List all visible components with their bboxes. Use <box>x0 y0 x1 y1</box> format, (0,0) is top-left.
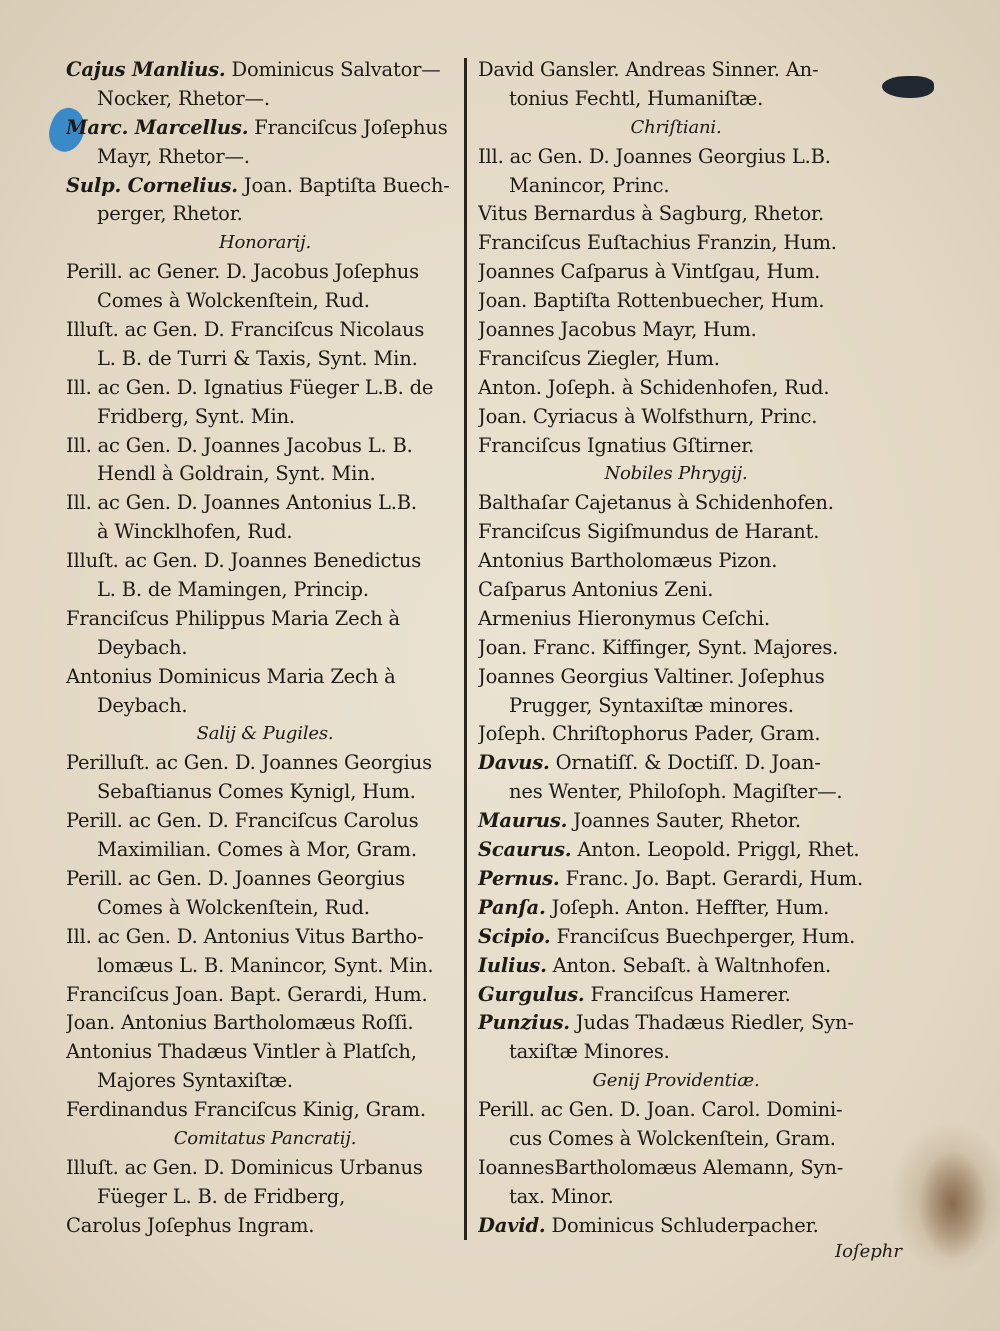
list-line <box>478 374 874 403</box>
line-text: Sebaſtianus Comes Kynigl, Hum. <box>97 780 416 804</box>
list-line <box>478 634 874 663</box>
line-text: Ill. ac Gen. D. Joannes Antonius L.B. <box>66 491 417 515</box>
list-line <box>478 229 874 258</box>
line-text: Balthaſar Cajetanus à Schidenhofen. <box>478 491 834 515</box>
line-text: Joannes Jacobus Mayr, Hum. <box>478 318 757 342</box>
line-text: Honorarij. <box>219 232 311 254</box>
list-line <box>478 1125 874 1154</box>
line-text: lomæus L. B. Manincor, Synt. Min. <box>97 953 434 977</box>
water-stain <box>918 1150 988 1260</box>
line-text: Joan. Franc. Kiffinger, Synt. Majores. <box>478 635 839 659</box>
section-heading <box>66 1125 464 1154</box>
list-line <box>66 316 464 345</box>
list-line <box>478 1038 874 1067</box>
line-text: Perill. ac Gener. D. Jacobus Joſephus <box>66 260 419 284</box>
list-line <box>66 432 464 461</box>
list-line <box>478 172 874 201</box>
list-line <box>478 749 874 778</box>
line-text: Deybach. <box>97 693 188 717</box>
list-line <box>66 952 464 981</box>
list-line <box>66 114 464 143</box>
role-name: Cajus Manlius. <box>66 58 226 81</box>
list-line <box>66 576 464 605</box>
list-line <box>66 345 464 374</box>
line-text: L. B. de Mamingen, Princip. <box>97 578 369 602</box>
list-line <box>66 258 464 287</box>
line-text: Dominicus Schluderpacher. <box>545 1213 819 1237</box>
line-text: Franciſcus Euſtachius Franzin, Hum. <box>478 231 837 255</box>
line-text: Illuſt. ac Gen. D. Dominicus Urbanus <box>66 1155 423 1179</box>
role-name: Iulius. <box>478 953 547 977</box>
line-text: Comes à Wolckenſtein, Rud. <box>97 895 370 919</box>
ink-blot <box>882 76 934 98</box>
line-text: Illuſt. ac Gen. D. Joannes Benedictus <box>66 549 421 573</box>
line-text: Perill. ac Gen. D. Joan. Carol. Domini- <box>478 1098 843 1122</box>
list-line <box>478 1183 874 1212</box>
line-text: IoannesBartholomæus Alemann, Syn- <box>478 1155 844 1179</box>
line-text: Prugger, Syntaxiſtæ minores. <box>509 693 794 717</box>
role-name: Maurus. <box>478 809 568 833</box>
list-line <box>66 836 464 865</box>
line-text: Hendl à Goldrain, Synt. Min. <box>97 462 376 486</box>
line-text: Franciſcus Philippus Maria Zech à <box>66 606 400 630</box>
list-line <box>66 143 464 172</box>
line-text: nes Wenter, Philoſoph. Magiſter—. <box>509 780 843 804</box>
list-line <box>66 692 464 721</box>
section-heading <box>478 114 874 143</box>
column-divider <box>464 58 467 1240</box>
list-line <box>66 605 464 634</box>
line-text: Carolus Joſephus Ingram. <box>66 1213 315 1237</box>
line-text: tonius Fechtl, Humaniſtæ. <box>509 86 764 110</box>
line-text: Franciſcus Joan. Bapt. Gerardi, Hum. <box>66 982 428 1006</box>
list-line <box>478 692 874 721</box>
line-text: Joan. Antonius Bartholomæus Roſſi. <box>66 1011 414 1035</box>
line-text: Perill. ac Gen. D. Franciſcus Carolus <box>66 809 419 833</box>
list-line <box>66 663 464 692</box>
line-text: cus Comes à Wolckenſtein, Gram. <box>509 1126 836 1150</box>
line-text: Joſeph. Anton. Heffter, Hum. <box>545 895 830 919</box>
section-heading <box>66 229 464 258</box>
line-text: Maximilian. Comes à Mor, Gram. <box>97 838 417 862</box>
list-line <box>478 605 874 634</box>
line-text: Ill. ac Gen. D. Joannes Jacobus L. B. <box>66 433 413 457</box>
role-name: David. <box>478 1213 546 1237</box>
line-text: Ill. ac Gen. D. Joannes Georgius L.B. <box>478 144 831 168</box>
list-line <box>478 778 874 807</box>
list-line <box>478 1009 874 1038</box>
line-text: Ornatiſſ. & Doctiſſ. D. Joan- <box>549 751 821 775</box>
list-line <box>478 1154 874 1183</box>
line-text: Nobiles Phrygij. <box>604 463 748 485</box>
line-text: Anton. Sebaſt. à Waltnhofen. <box>546 953 831 977</box>
line-text: Franciſcus Ignatius Gſtirner. <box>478 433 755 457</box>
line-text: Ill. ac Gen. D. Antonius Vitus Bartho- <box>66 924 424 948</box>
line-text: Genij Providentiæ. <box>592 1070 760 1092</box>
section-heading <box>66 720 464 749</box>
list-line <box>478 143 874 172</box>
line-text: Ill. ac Gen. D. Ignatius Füeger L.B. de <box>66 375 434 399</box>
right-column <box>478 56 874 1241</box>
line-text: Perilluſt. ac Gen. D. Joannes Georgius <box>66 751 432 775</box>
list-line <box>66 403 464 432</box>
line-text: Mayr, Rhetor—. <box>97 144 250 168</box>
list-line <box>478 403 874 432</box>
list-line <box>66 1183 464 1212</box>
line-text: Joannes Caſparus à Vintſgau, Hum. <box>478 260 821 284</box>
list-line <box>66 923 464 952</box>
line-text: Ferdinandus Franciſcus Kinig, Gram. <box>66 1098 426 1122</box>
section-heading <box>478 460 874 489</box>
role-name: Scipio. <box>478 924 551 948</box>
line-text: Caſparus Antonius Zeni. <box>478 578 714 602</box>
line-text: Manincor, Princ. <box>509 173 670 197</box>
line-text: Anton. Joſeph. à Schidenhofen, Rud. <box>478 375 830 399</box>
list-line <box>66 56 464 85</box>
list-line <box>478 1096 874 1125</box>
line-text: perger, Rhetor. <box>97 202 243 226</box>
role-name: Davus. <box>478 751 550 775</box>
list-line <box>66 1067 464 1096</box>
list-line <box>66 547 464 576</box>
list-line <box>66 460 464 489</box>
list-line <box>478 952 874 981</box>
line-text: à Wincklhofen, Rud. <box>97 520 293 544</box>
list-line <box>66 200 464 229</box>
list-line <box>478 200 874 229</box>
role-name: Gurgulus. <box>478 982 585 1006</box>
line-text: Franciſcus Hamerer. <box>584 982 791 1006</box>
line-text: Antonius Bartholomæus Pizon. <box>478 549 778 573</box>
list-line <box>478 432 874 461</box>
list-line <box>478 865 874 894</box>
list-line <box>478 576 874 605</box>
line-text: Dominicus Salvator— <box>225 58 441 81</box>
line-text: Franc. Jo. Bapt. Gerardi, Hum. <box>559 866 863 890</box>
line-text: David Gansler. Andreas Sinner. An- <box>478 58 819 81</box>
role-name: Scaurus. <box>478 838 572 862</box>
line-text: Comes à Wolckenſtein, Rud. <box>97 289 370 313</box>
list-line <box>478 316 874 345</box>
list-line <box>66 981 464 1010</box>
line-text: Comitatus Pancratij. <box>173 1127 357 1149</box>
role-name: Punzius. <box>478 1011 570 1035</box>
line-text: Franciſcus Sigiſmundus de Harant. <box>478 520 820 544</box>
list-line <box>66 778 464 807</box>
line-text: Antonius Dominicus Maria Zech à <box>66 664 396 688</box>
role-name: Marc. Marcellus. <box>66 115 249 139</box>
list-line <box>66 287 464 316</box>
list-line <box>478 807 874 836</box>
list-line <box>66 865 464 894</box>
list-line <box>478 258 874 287</box>
list-line <box>478 345 874 374</box>
line-text: Antonius Thadæus Vintler à Platſch, <box>66 1040 417 1064</box>
list-line <box>66 374 464 403</box>
list-line <box>478 287 874 316</box>
line-text: taxiſtæ Minores. <box>509 1040 670 1064</box>
section-heading <box>478 1067 874 1096</box>
line-text: Chriſtiani. <box>630 116 722 138</box>
line-text: Franciſcus Buechperger, Hum. <box>550 924 856 948</box>
line-text: Fridberg, Synt. Min. <box>97 404 295 428</box>
line-text: Deybach. <box>97 635 188 659</box>
list-line <box>478 981 874 1010</box>
list-line <box>478 1212 874 1241</box>
left-column <box>66 56 464 1241</box>
line-text: Joan. Baptiſta Buech- <box>237 173 450 197</box>
list-line <box>66 807 464 836</box>
list-line <box>478 85 874 114</box>
line-text: Perill. ac Gen. D. Joannes Georgius <box>66 866 405 890</box>
list-line <box>478 894 874 923</box>
list-line <box>478 923 874 952</box>
list-line <box>478 547 874 576</box>
line-text: Joan. Cyriacus à Wolfsthurn, Princ. <box>478 404 818 428</box>
role-name: Sulp. Cornelius. <box>66 173 238 197</box>
list-line <box>478 56 874 85</box>
list-line <box>478 489 874 518</box>
line-text: Judas Thadæus Riedler, Syn- <box>569 1011 854 1035</box>
line-text: Joannes Sauter, Rhetor. <box>567 809 801 833</box>
line-text: Füeger L. B. de Fridberg, <box>97 1184 346 1208</box>
list-line <box>66 1096 464 1125</box>
line-text: Joſeph. Chriſtophorus Pader, Gram. <box>478 722 821 746</box>
line-text: Franciſcus Ziegler, Hum. <box>478 346 720 370</box>
list-line <box>66 489 464 518</box>
role-name: Pernus. <box>478 866 560 890</box>
line-text: Salij & Pugiles. <box>196 723 334 745</box>
list-line <box>66 634 464 663</box>
list-line <box>66 1154 464 1183</box>
list-line <box>478 720 874 749</box>
list-line <box>66 172 464 201</box>
list-line <box>66 749 464 778</box>
list-line <box>66 1009 464 1038</box>
line-text: tax. Minor. <box>509 1184 614 1208</box>
list-line <box>478 663 874 692</box>
line-text: L. B. de Turri & Taxis, Synt. Min. <box>97 346 418 370</box>
line-text: Anton. Leopold. Priggl, Rhet. <box>571 838 860 862</box>
list-line <box>66 894 464 923</box>
line-text: Illuſt. ac Gen. D. Franciſcus Nicolaus <box>66 318 425 342</box>
list-line <box>66 85 464 114</box>
list-line <box>66 1212 464 1241</box>
list-line <box>66 1038 464 1067</box>
line-text: Nocker, Rhetor—. <box>97 86 270 110</box>
line-text: Joannes Georgius Valtiner. Joſephus <box>478 664 825 688</box>
line-text: Franciſcus Joſephus <box>248 115 448 139</box>
line-text: Armenius Hieronymus Ceſchi. <box>478 606 770 630</box>
line-text: Vitus Bernardus à Sagburg, Rhetor. <box>478 202 824 226</box>
role-name: Panſa. <box>478 895 546 919</box>
list-line <box>66 518 464 547</box>
line-text: Majores Syntaxiſtæ. <box>97 1069 293 1093</box>
list-line <box>478 836 874 865</box>
catchword: Ioſephr <box>835 1241 902 1262</box>
line-text: Joan. Baptiſta Rottenbuecher, Hum. <box>478 289 825 313</box>
list-line <box>478 518 874 547</box>
